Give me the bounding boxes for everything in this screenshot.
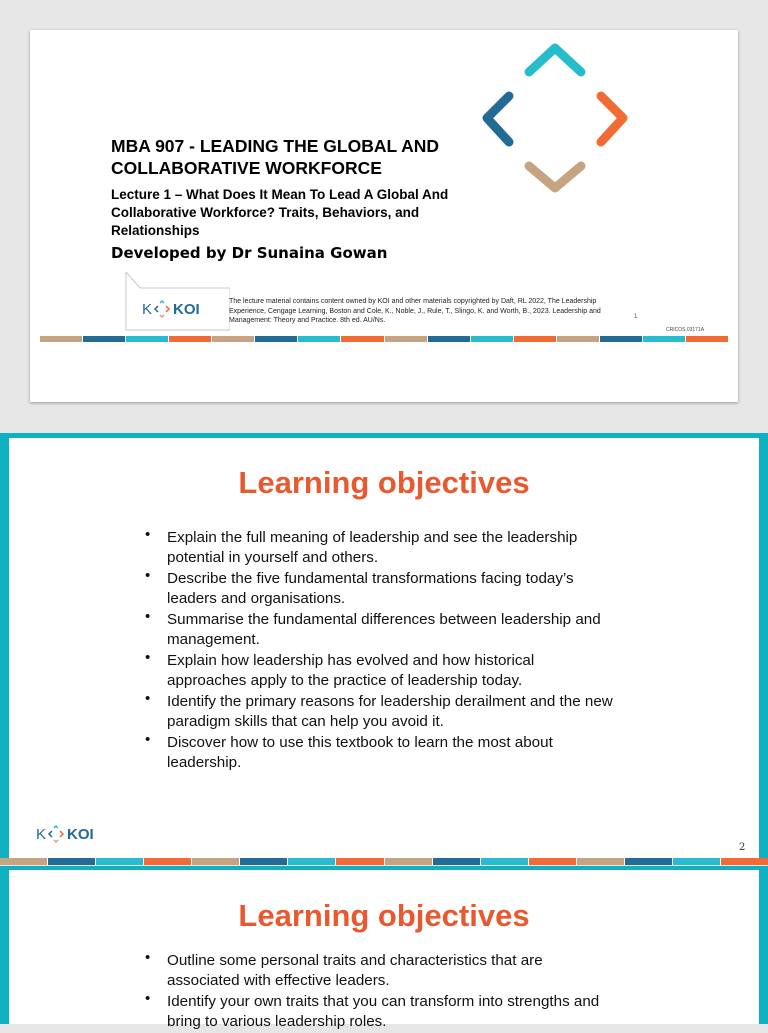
chevron-right-icon [601, 96, 623, 142]
bullet-icon: • [145, 990, 151, 1007]
stripe-segment [385, 336, 427, 342]
stripe-segment [686, 336, 728, 342]
stripe-segment [144, 858, 191, 865]
stripe-segment [212, 336, 254, 342]
stripe-segment [298, 336, 340, 342]
stripe-segment [673, 858, 720, 865]
list-item: • Explain how leadership has evolved and how historical approaches apply to the practice of leadership today. [145, 649, 535, 689]
objectives-list [145, 526, 617, 774]
chevron-left-icon [487, 96, 509, 142]
stripe-segment [557, 336, 599, 342]
svg-text:KOI: KOI [173, 301, 200, 318]
bullet-icon: • [145, 567, 151, 584]
stripe-segment [240, 858, 287, 865]
logo-tab [124, 272, 230, 332]
author-line: Developed by Dr Sunaina Gowan [111, 244, 388, 262]
stripe-segment [625, 858, 672, 865]
stripe-segment [428, 336, 470, 342]
stripe-segment [514, 336, 556, 342]
bullet-icon: • [145, 731, 151, 748]
stripe-segment [341, 336, 383, 342]
bullet-icon: • [145, 526, 151, 543]
chevron-diamond-logo [477, 42, 633, 196]
bullet-icon: • [145, 649, 151, 666]
stripe-segment [40, 336, 82, 342]
slide-heading: Learning objectives [238, 898, 530, 933]
svg-text:K: K [142, 301, 153, 318]
list-item: • Identify your own traits that you can transform into strengths and bring to various leadership roles. [145, 990, 600, 1030]
list-item: • Discover how to use this textbook to learn the most about leadership. [145, 731, 553, 771]
stripe-segment [433, 858, 480, 865]
stripe-segment [126, 336, 168, 342]
cricos-code: CRICOS 03171A [666, 327, 705, 333]
list-item: • Explain the full meaning of leadership and see the leadership potential in yourself and others. [145, 526, 578, 566]
stripe-segment [577, 858, 624, 865]
chevron-up-icon [529, 48, 581, 72]
list-item: • Summarise the fundamental differences between leadership and management. [145, 608, 601, 648]
stripe-segment [529, 858, 576, 865]
title-slide[interactable] [30, 30, 738, 402]
list-item: • Outline some personal traits and characteristics that are associated with effective leaders. [145, 949, 543, 989]
stripe-segment [96, 858, 143, 865]
stripe-segment [192, 858, 239, 865]
stripe-segment [600, 336, 642, 342]
stripe-segment [481, 858, 528, 865]
copyright-disclaimer: The lecture material contains content owned by KOI and other materials copyrighted by Daft, RL 2022, The Leadership Experience, Cengage Learning, Boston and Cole, K., Noble, J., Rule, T., Slingo, K. and Worth, B., 2023. Leadership and Management: Theory and Practice. 8th ed. AU/Ns. [229, 298, 601, 324]
stripe-segment [336, 858, 383, 865]
list-item: • Identify the primary reasons for leadership derailment and the new paradigm skills that can help you avoid it. [145, 690, 613, 730]
stripe-segment [385, 858, 432, 865]
stripe-segment [48, 858, 95, 865]
stripe-segment [721, 858, 768, 865]
svg-text:KOI: KOI [67, 826, 94, 843]
page-number: 2 [739, 842, 746, 853]
color-stripe [40, 336, 728, 342]
stripe-segment [471, 336, 513, 342]
stripe-segment [288, 858, 335, 865]
slide-heading: Learning objectives [238, 465, 530, 500]
page-number: 1 [634, 314, 638, 320]
bullet-icon: • [145, 608, 151, 625]
color-stripe [0, 858, 768, 865]
bullet-icon: • [145, 949, 151, 966]
chevron-down-icon [529, 166, 581, 188]
objectives-list [145, 949, 617, 1033]
lecture-subtitle: Lecture 1 – What Does It Mean To Lead A Global And Collaborative Workforce? Traits, Behaviors, and Relationships [111, 187, 449, 238]
course-title: MBA 907 - LEADING THE GLOBAL AND COLLABORATIVE WORKFORCE [111, 136, 439, 178]
koi-logo [36, 822, 108, 848]
stripe-segment [643, 336, 685, 342]
stripe-segment [0, 858, 47, 865]
stripe-segment [255, 336, 297, 342]
stripe-segment [83, 336, 125, 342]
stripe-segment [169, 336, 211, 342]
list-item: • Describe the five fundamental transformations facing today’s leaders and organisations. [145, 567, 574, 607]
bullet-icon: • [145, 690, 151, 707]
svg-text:K: K [36, 826, 47, 843]
